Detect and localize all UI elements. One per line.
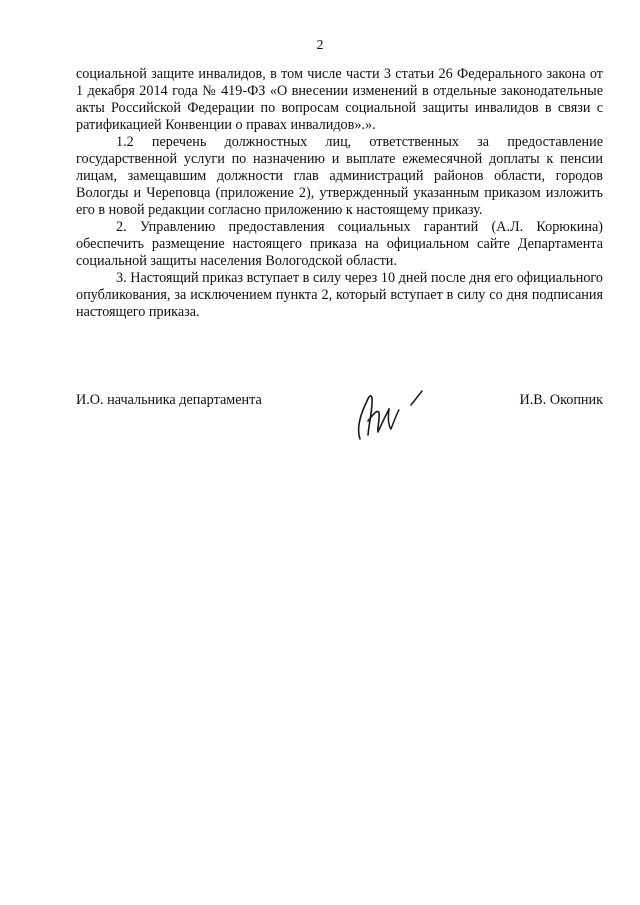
paragraph-continuation: социальной защите инвалидов, в том числе части 3 статьи 26 Федерального закона от 1 декабря 2014 года № 419-ФЗ «О внесении изменений в отдельные законодательные акты Российской Федерации по вопросам социальной защиты инвалидов в связи с ратификацией Конвенции о правах инвалидов».».: [76, 66, 603, 133]
document-body: [76, 66, 603, 321]
paragraph-item-2: 2. Управлению предоставления социальных гарантий (А.Л. Корюкина) обеспечить размещение настоящего приказа на официальном сайте Департамента социальной защиты населения Вологодской области.: [76, 219, 603, 269]
signatory-name: И.В. Окопник: [519, 392, 603, 408]
paragraph-item-3: 3. Настоящий приказ вступает в силу через 10 дней после дня его официального опубликования, за исключением пункта 2, который вступает в силу со дня подписания настоящего приказа.: [76, 270, 603, 320]
signatory-position: И.О. начальника департамента: [76, 392, 262, 408]
signature-block: [76, 383, 603, 453]
paragraph-item-1-2: 1.2 перечень должностных лиц, ответственных за предоставление государственной услуги по назначению и выплате ежемесячной доплаты к пенсии лицам, замещавшим должности глав администраций районов области, городов Вологды и Череповца (приложение 2), утвержденный указанным приказом изложить его в новой редакции согласно приложению к настоящему приказу.: [76, 134, 603, 218]
handwritten-signature: [341, 383, 436, 445]
page-number: 2: [316, 38, 324, 53]
